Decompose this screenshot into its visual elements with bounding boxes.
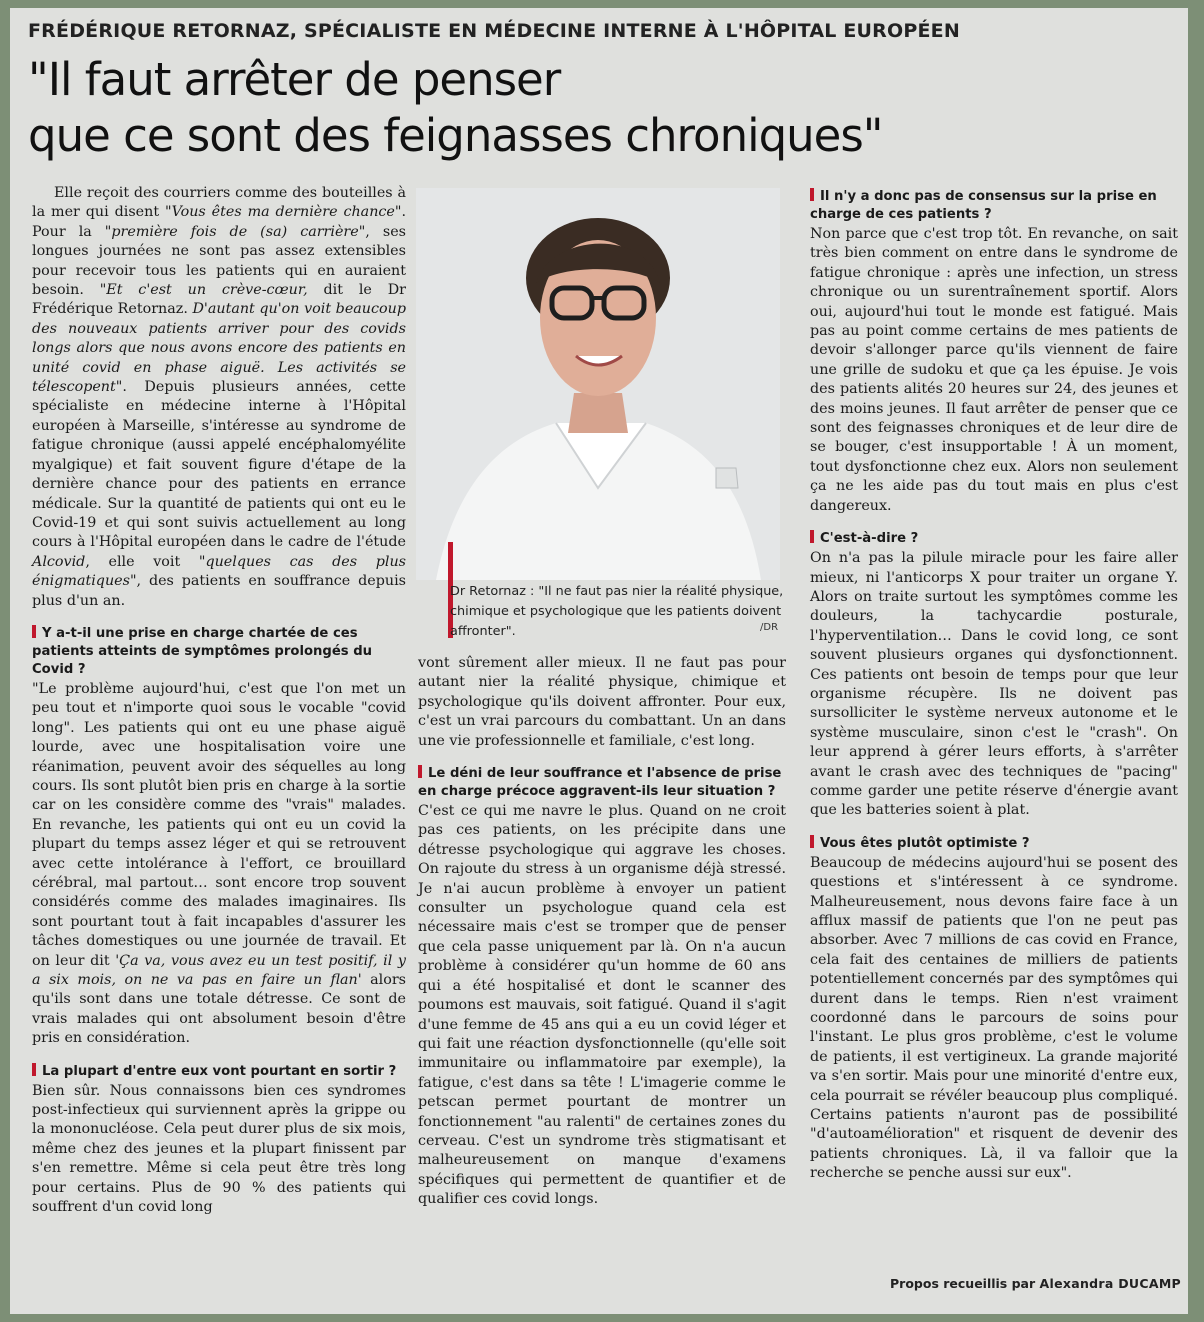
answer-4: Non parce que c'est trop tôt. En revanche, on sait très bien comment on entre dans le syndrome de fatigue chronique : après une infection, un stress chronique ou un surentraînement sportif. Alors oui, aujourd'hui tout le monde est fatigué. Mais pas au point comme certains de mes patients de devoir s'allonger parce qu'ils viennent de faire une grille de sudoku et que ça les épuise. Je vois des patients alités 20 heures sur 24, des jeunes et des moins jeunes. Il faut arrêter de penser que ce sont des feignasses chroniques et de leur dire de se bouger, c'est insupportable ! À un moment, tout dysfonctionne chez eux. Alors non seulement ça ne les aide pas du tout mais en plus c'est dangereux.: [810, 226, 1178, 514]
portrait-illustration: [416, 188, 780, 580]
photo-credit: /DR: [760, 622, 779, 633]
question-marker: [810, 835, 814, 848]
question-2: La plupart d'entre eux vont pourtant en sortir ?: [32, 1063, 406, 1081]
answer-5: On n'a pas la pilule miracle pour les faire aller mieux, ni l'anticorps X pour traiter un organe Y. Alors on traite surtout les symptômes comme les douleurs, la tachycardie posturale, l'hyperventilation… Dans le covid long, ce sont souvent plusieurs organes qui dysfonctionnent. Ces patients ont besoin de temps pour que leur organisme récupère. Ils ne doivent pas sursolliciter le système nerveux autonome et le système musculaire, sinon c'est le "crash". On leur apprend à gérer leurs efforts, à s'arrêter avant le crash avec des techniques de "pacing" comme garder une petite réserve d'énergie avant que les batteries soient à plat.: [810, 550, 1178, 819]
answer-1: "Le problème aujourd'hui, c'est que l'on met un peu tout et n'importe quoi sous le vocable "covid long". Les patients qui ont eu une phase aiguë lourde, avec une hospitalisation voire une réanimation, peuvent avoir des séquelles au long cours. Ils sont plutôt bien pris en charge à la sortie car on les considère comme des "vrais" malades. En revanche, les patients qui ont eu un covid la plupart du temps assez léger et qui se retrouvent avec cette intolérance à l'effort, ce brouillard cérébral, mal partout… sont encore trop souvent considérés comme des malades imaginaires. Ils sont pourtant tout à fait incapables d'assurer les tâches domestiques ou une journée de travail. Et on leur dit 'Ça va, vous avez eu un test positif, il y a six mois, on ne va pas en faire un flan' alors qu'ils sont dans une totale détresse. Ce sont de vrais malades qui ont absolument besoin d'être pris en considération.: [32, 680, 406, 1047]
byline-prefix: Propos recueillis par: [890, 1276, 1036, 1291]
answer-2-continued: vont sûrement aller mieux. Il ne faut pas pour autant nier la réalité physique, chimique et psychologique qu'ils doivent affronter. Pour eux, c'est un vrai parcours du combattant. Un an dans une vie professionnelle et familiale, c'est long.: [418, 655, 786, 749]
question-marker: [810, 530, 814, 543]
question-5: C'est-à-dire ?: [810, 530, 1178, 548]
intro-paragraph: Elle reçoit des courriers comme des bouteilles à la mer qui disent "Vous êtes ma dernière chance". Pour la "première fois de (sa) carrière", ses longues journées ne sont pas assez extensibles pour recevoir tous les patients qui en auraient besoin. "Et c'est un crève-cœur, dit le Dr Frédérique Retornaz. D'autant qu'on voit beaucoup des nouveaux patients arriver pour des covids longs alors que nous avons encore des patients en unité covid en phase aiguë. Les activités se télescopent". Depuis plusieurs années, cette spécialiste en médecine interne à l'Hôpital européen à Marseille, s'intéresse au syndrome de fatigue chronique (aussi appelé encéphalomyélite myalgique) et fait souvent figure d'étape de la dernière chance pour des patients en errance médicale. Sur la quantité de patients qui ont eu le Covid-19 et qui sont suivis actuellement au long cours à l'Hôpital européen dans le cadre de l'étude Alcovid, elle voit "quelques cas des plus énigmatiques", des patients en souffrance depuis plus d'un an.: [32, 185, 406, 609]
question-6: Vous êtes plutôt optimiste ?: [810, 835, 1178, 853]
kicker: FRÉDÉRIQUE RETORNAZ, SPÉCIALISTE EN MÉDECINE INTERNE À L'HÔPITAL EUROPÉEN: [28, 20, 960, 42]
question-1: Y a-t-il une prise en charge chartée de ces patients atteints de symptômes prolongés du Covid ?: [32, 625, 373, 677]
photo-caption: Dr Retornaz : "Il ne faut pas nier la réalité physique, chimique et psychologique que les patients doivent affronter".: [450, 584, 784, 639]
column-2: [418, 654, 786, 1210]
question-4: Il n'y a donc pas de consensus sur la prise en charge de ces patients ?: [810, 189, 1157, 222]
answer-3: C'est ce qui me navre le plus. Quand on ne croit pas ces patients, on les précipite dans une détresse psychologique qui aggrave les choses. On rajoute du stress à un organisme déjà stressé. Je n'ai aucun problème à envoyer un patient consulter un psychologue quand cela est nécessaire mais c'est se tromper que de penser que cela passe uniquement par là. On n'a aucun problème à considérer qu'un homme de 60 ans qui a été hospitalisé et dont le scanner des poumons est mauvais, soit fatigué. Quand il s'agit d'une femme de 45 ans qui a eu un covid léger et qui fait une réaction dysfonctionnelle (qu'elle soit immunitaire ou inflammatoire par exemple), la fatigue, c'est dans sa tête ! L'imagerie comme le petscan permet pourtant de montrer un fonctionnement "au ralenti" de certaines zones du cerveau. C'est un syndrome très stigmatisant et malheureusement on manque d'examens spécifiques qui permettent de quantifier et de qualifier ces covid longs.: [418, 803, 786, 1208]
headline: [28, 52, 1168, 164]
answer-2: Bien sûr. Nous connaissons bien ces syndromes post-infectieux qui surviennent après la grippe ou la mononucléose. Cela peut durer plus de six mois, même chez des jeunes et la plupart finissent par s'en remettre. Même si cela peut être très long pour certains. Plus de 90 % des patients qui souffrent d'un covid long: [32, 1082, 406, 1216]
question-marker: [32, 625, 36, 638]
newspaper-page: [10, 8, 1188, 1314]
headline-line-2: que ce sont des feignasses chroniques": [28, 109, 883, 162]
column-1: [32, 184, 406, 1218]
byline: [890, 1276, 1181, 1291]
answer-6: Beaucoup de médecins aujourd'hui se posent des questions et s'intéressent à ce syndrome. Malheureusement, nous devons faire face à un afflux massif de patients que l'on ne peut pas absorber. Avec 7 millions de cas covid en France, cela fait des centaines de milliers de patients potentiellement concernés par des symptômes qui durent dans le temps. Rien n'est vraiment coordonné dans le parcours de soins pour l'instant. Le plus gros problème, c'est le volume de patients, il est vertigineux. La grande majorité va s'en sortir. Mais pour une minorité d'entre eux, cela pourrait se révéler beaucoup plus compliqué. Certains patients n'auront pas de possibilité "d'autoamélioration" et risquent de devenir des patients chroniques. Là, il va falloir que la recherche se penche aussi sur eux".: [810, 854, 1178, 1182]
portrait-photo: [416, 188, 780, 580]
headline-line-1: "Il faut arrêter de penser: [28, 53, 561, 106]
question-marker: [32, 1063, 36, 1076]
question-3: Le déni de leur souffrance et l'absence de prise en charge précoce aggravent-ils leur situation ?: [418, 766, 782, 800]
question-marker: [418, 765, 422, 778]
column-3: [810, 188, 1178, 1184]
question-marker: [810, 188, 814, 201]
byline-author: Alexandra DUCAMP: [1039, 1276, 1182, 1291]
